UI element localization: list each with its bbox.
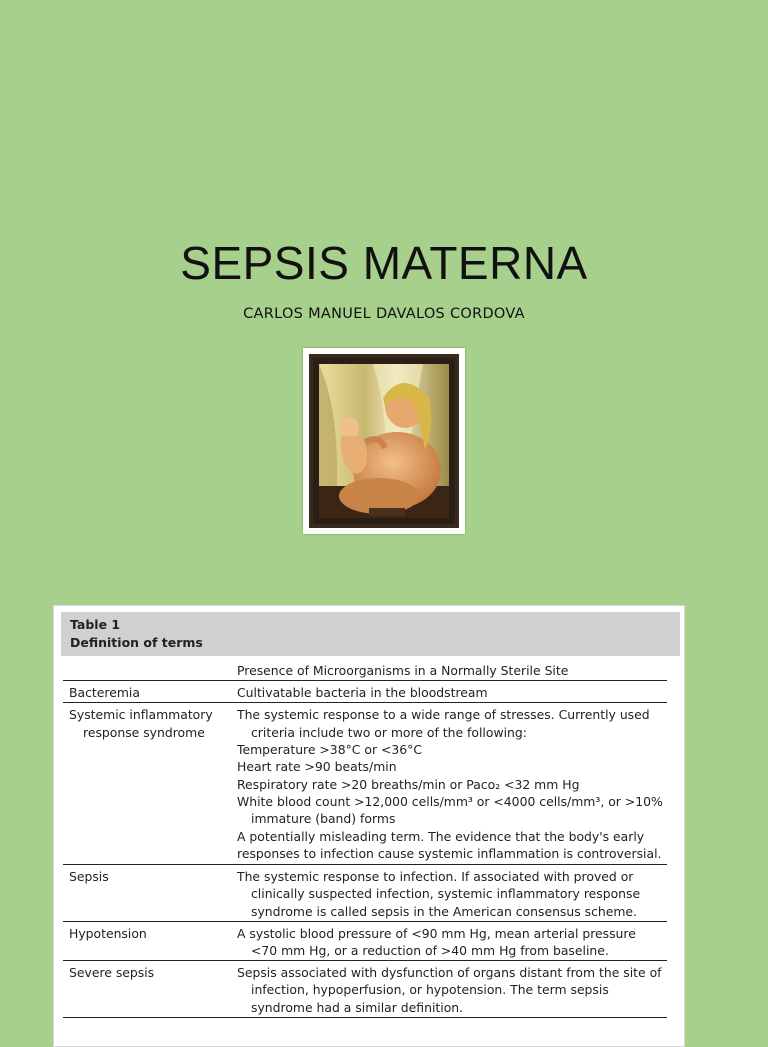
term-bacteremia: Bacteremia [69,685,140,700]
mother-and-child-painting [313,358,455,524]
definition-line: Heart rate >90 beats/min [237,759,397,774]
definition-line: infection, hypoperfusion, or hypotension. The term sepsis [251,982,609,997]
slide-title: SEPSIS MATERNA [180,237,588,289]
definitions-table [53,605,685,1047]
slide-author: CARLOS MANUEL DAVALOS CORDOVA [243,306,525,322]
definition-line: Sepsis associated with dysfunction of organs distant from the site of [237,965,662,980]
row-rule [63,960,667,961]
row-rule [63,864,667,865]
definition-line: syndrome is called sepsis in the American consensus scheme. [251,904,637,919]
term-hypotension: Hypotension [69,926,147,941]
painting-image [303,348,465,534]
table-caption [61,612,680,656]
definition-line: <70 mm Hg, or a reduction of >40 mm Hg from baseline. [251,943,609,958]
definition-line: clinically suspected infection, systemic inflammatory response [251,886,641,901]
table-number: Table 1 [70,617,121,632]
term-sirs-line1: Systemic inflammatory [69,707,213,722]
definition-line: White blood count >12,000 cells/mm³ or <4000 cells/mm³, or >10% [237,794,663,809]
row-rule [63,1017,667,1018]
term-sepsis: Sepsis [69,869,109,884]
definition-line: immature (band) forms [251,811,396,826]
definition-line: criteria include two or more of the following: [251,725,527,740]
definition-line: The systemic response to infection. If associated with proved or [237,869,634,884]
definition-line: syndrome had a similar definition. [251,1000,464,1015]
definition-line: responses to infection cause systemic inflammation is controversial. [237,846,662,861]
definition-line: Cultivatable bacteria in the bloodstream [237,685,488,700]
definition-line: Respiratory rate >20 breaths/min or Paco₂ <32 mm Hg [237,777,580,792]
row-rule [63,921,667,922]
term-severe-sepsis: Severe sepsis [69,965,155,980]
definition-line: A systolic blood pressure of <90 mm Hg, mean arterial pressure [237,926,636,941]
table-caption-title: Definition of terms [70,635,203,650]
column-header: Presence of Microorganisms in a Normally Sterile Site [237,663,569,678]
row-rule [63,702,667,703]
definition-line: The systemic response to a wide range of stresses. Currently used [237,707,650,722]
header-rule [63,680,667,681]
term-sirs-line2: response syndrome [83,725,205,740]
definition-line: Temperature >38°C or <36°C [237,742,422,757]
definition-line: A potentially misleading term. The evidence that the body's early [237,829,645,844]
